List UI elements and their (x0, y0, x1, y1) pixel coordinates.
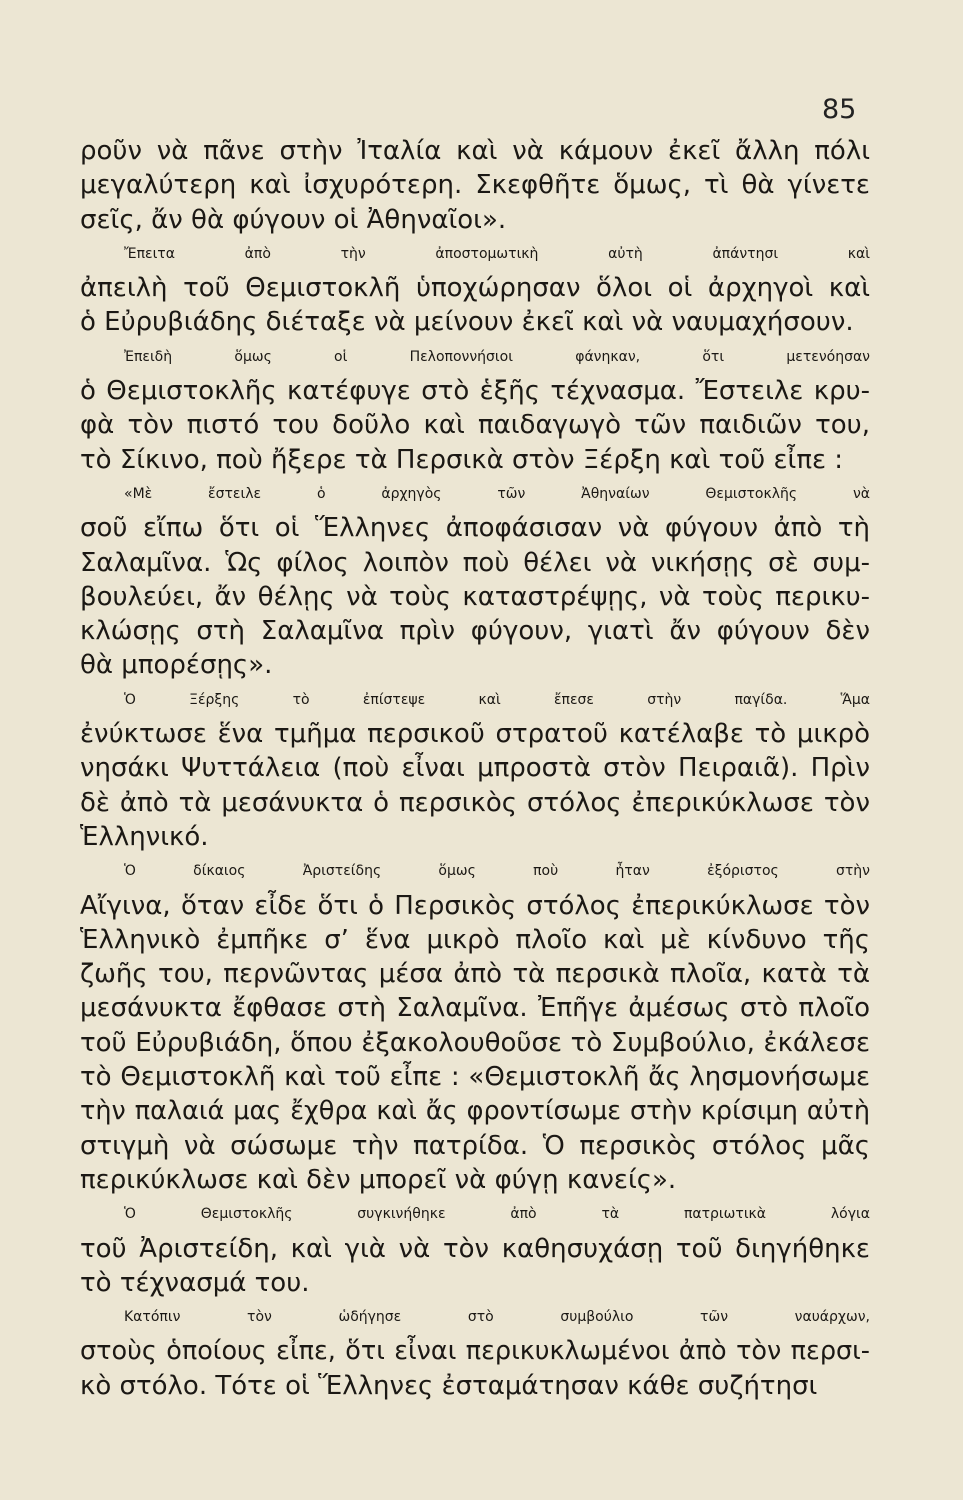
page-number: 85 (822, 94, 857, 125)
text-line: φὰ τὸν πιστό του δοῦλο καὶ παιδαγωγὸ τῶν παιδιῶν του, (80, 410, 870, 441)
text-line: τοῦ Ἀριστείδη, καὶ γιὰ νὰ τὸν καθησυχάσῃ τοῦ διηγήθηκε (80, 1233, 870, 1264)
text-line: σεῖς, ἄν θὰ φύγουν οἱ Ἀθηναῖοι». (80, 204, 507, 235)
paragraph (80, 340, 870, 477)
text-line: τοῦ Εὐρυβιάδη, ὅπου ἐξακολουθοῦσε τὸ Συμβούλιο, ἐκάλεσε (80, 1027, 870, 1058)
text-line: Σαλαμῖνα. Ὡς φίλος λοιπὸν ποὺ θέλει νὰ νικήσῃς σὲ συμ- (80, 547, 870, 578)
text-line: ὁ Εὐρυβιάδης διέταξε νὰ μείνουν ἐκεῖ καὶ νὰ ναυμαχήσουν. (80, 307, 854, 338)
body-text (80, 134, 870, 1403)
text-line: περικύκλωσε καὶ δὲν μπορεῖ νὰ φύγῃ κανείς». (80, 1164, 677, 1195)
paragraph (80, 854, 870, 1197)
text-line: Ἔπειτα ἀπὸ τὴν ἀποστομωτικὴ αὐτὴ ἀπάντησι καὶ (124, 245, 870, 262)
text-line: Αἴγινα, ὅταν εἶδε ὅτι ὁ Περσικὸς στόλος ἐπερικύκλωσε τὸν (80, 890, 870, 921)
text-line: τὸ Θεμιστοκλῆ καὶ τοῦ εἶπε : «Θεμιστοκλῆ ἄς λησμονήσωμε (80, 1062, 870, 1093)
text-line: Ὁ Ξέρξης τὸ ἐπίστεψε καὶ ἔπεσε στὴν παγίδα. Ἅμα (124, 691, 870, 708)
text-line: νησάκι Ψυττάλεια (ποὺ εἶναι μπροστὰ στὸν Πειραιᾶ). Πρὶν (80, 753, 870, 784)
text-line: Ἑλληνικὸ ἐμπῆκε σ’ ἕνα μικρὸ πλοῖο καὶ μὲ κίνδυνο τῆς (80, 924, 870, 955)
text-line: θὰ μπορέσῃς». (80, 650, 273, 681)
text-line: στοὺς ὁποίους εἶπε, ὅτι εἶναι περικυκλωμένοι ἀπὸ τὸν περσι- (80, 1336, 870, 1367)
paragraph (80, 683, 870, 854)
paragraph (80, 237, 870, 340)
text-line: ἀπειλὴ τοῦ Θεμιστοκλῆ ὑποχώρησαν ὅλοι οἱ ἀρχηγοὶ καὶ (80, 273, 870, 304)
text-line: Ἑλληνικό. (80, 821, 209, 852)
text-line: κὸ στόλο. Τότε οἱ Ἕλληνες ἐσταμάτησαν κάθε συζήτησι (80, 1370, 818, 1401)
text-line: Κατόπιν τὸν ὡδήγησε στὸ συμβούλιο τῶν ναυάρχων, (124, 1309, 870, 1326)
paragraph (80, 1197, 870, 1300)
text-line: ροῦν νὰ πᾶνε στὴν Ἰταλία καὶ νὰ κάμουν ἐκεῖ ἄλλη πόλι (80, 136, 870, 166)
text-line: τὸ Σίκινο, ποὺ ἤξερε τὰ Περσικὰ στὸν Ξέρξη καὶ τοῦ εἶπε : (80, 444, 844, 475)
text-line: δὲ ἀπὸ τὰ μεσάνυκτα ὁ περσικὸς στόλος ἐπερικύκλωσε τὸν (80, 787, 870, 818)
text-line: ὁ Θεμιστοκλῆς κατέφυγε στὸ ἑξῆς τέχνασμα. Ἔστειλε κρυ- (80, 376, 870, 407)
text-line: σοῦ εἴπω ὅτι οἱ Ἕλληνες ἀποφάσισαν νὰ φύγουν ἀπὸ τὴ (80, 513, 870, 544)
text-line: στιγμὴ νὰ σώσωμε τὴν πατρίδα. Ὁ περσικὸς στόλος μᾶς (80, 1130, 870, 1161)
text-line: τὸ τέχνασμά του. (80, 1267, 310, 1298)
paragraph (80, 1300, 870, 1403)
text-line: Ὁ δίκαιος Ἀριστείδης ὅμως ποὺ ἦταν ἐξόριστος στὴν (124, 863, 870, 880)
text-line: ἐνύκτωσε ἕνα τμῆμα περσικοῦ στρατοῦ κατέλαβε τὸ μικρὸ (80, 719, 870, 750)
text-line: «Μὲ ἔστειλε ὁ ἀρχηγὸς τῶν Ἀθηναίων Θεμιστοκλῆς νὰ (124, 485, 870, 502)
text-line: μεσάνυκτα ἔφθασε στὴ Σαλαμῖνα. Ἐπῆγε ἀμέσως στὸ πλοῖο (80, 993, 870, 1024)
text-line: Ἐπειδὴ ὅμως οἱ Πελοποννήσιοι φάνηκαν, ὅτι μετενόησαν (124, 348, 870, 365)
paragraph (80, 477, 870, 683)
text-line: ζωῆς του, περνῶντας μέσα ἀπὸ τὰ περσικὰ πλοῖα, κατὰ τὰ (80, 959, 870, 990)
text-line: Ὁ Θεμιστοκλῆς συγκινήθηκε ἀπὸ τὰ πατριωτικὰ λόγια (124, 1206, 870, 1223)
text-line: μεγαλύτερη καὶ ἰσχυρότερη. Σκεφθῆτε ὅμως, τὶ θὰ γίνετε (80, 170, 870, 201)
text-line: βουλεύει, ἄν θέλῃς νὰ τοὺς καταστρέψῃς, νὰ τοὺς περικυ- (80, 581, 870, 612)
text-line: τὴν παλαιά μας ἔχθρα καὶ ἄς φροντίσωμε στὴν κρίσιμη αὐτὴ (80, 1096, 870, 1127)
paragraph (80, 134, 870, 237)
text-line: κλώσῃς στὴ Σαλαμῖνα πρὶν φύγουν, γιατὶ ἄν φύγουν δὲν (80, 616, 870, 647)
